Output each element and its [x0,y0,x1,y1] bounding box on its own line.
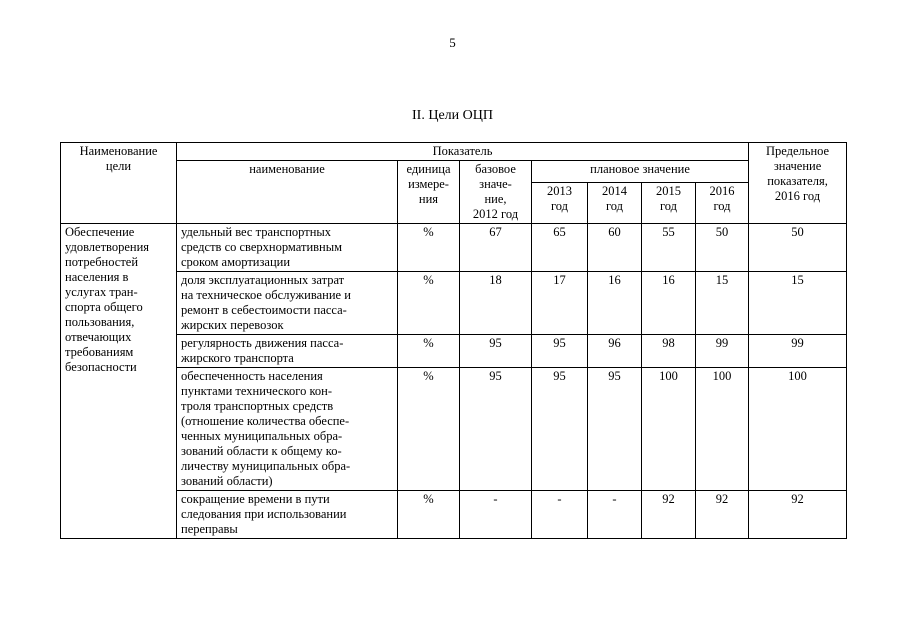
limit-cell: 92 [749,491,847,539]
header-year-2016: 2016 год [696,183,749,224]
value-2014: 60 [588,224,642,272]
header-name: наименование [177,161,398,224]
header-planned: плановое значение [532,161,749,183]
value-2016: 15 [696,272,749,335]
table-row [61,335,847,368]
unit-cell: % [398,224,460,272]
header-base: базовое значе- ние, 2012 год [460,161,532,224]
value-2015: 92 [642,491,696,539]
header-unit: единица измере- ния [398,161,460,224]
table-row [61,368,847,491]
value-2014: 16 [588,272,642,335]
goals-table [60,142,847,539]
table-row [61,224,847,272]
value-2015: 98 [642,335,696,368]
header-year-2013: 2013 год [532,183,588,224]
base-cell: 18 [460,272,532,335]
value-2016: 92 [696,491,749,539]
limit-cell: 100 [749,368,847,491]
unit-cell: % [398,491,460,539]
value-2013: 17 [532,272,588,335]
limit-cell: 15 [749,272,847,335]
indicator-name: регулярность движения пасса- жирского транспорта [177,335,398,368]
value-2014: - [588,491,642,539]
header-year-2015: 2015 год [642,183,696,224]
table-row [61,491,847,539]
limit-cell: 50 [749,224,847,272]
value-2016: 100 [696,368,749,491]
value-2013: 95 [532,335,588,368]
value-2013: 95 [532,368,588,491]
value-2015: 100 [642,368,696,491]
indicator-name: обеспеченность населения пунктами технического кон- троля транспортных средств (отношение количества обеспе- ченных муниципальных обра- зований области к общему ко- личеству муниципальных обра- зований области) [177,368,398,491]
limit-cell: 99 [749,335,847,368]
base-cell: 95 [460,335,532,368]
page-number: 5 [449,35,456,50]
header-indicator: Показатель [177,143,749,161]
value-2016: 99 [696,335,749,368]
indicator-name: удельный вес транспортных средств со сверхнормативным сроком амортизации [177,224,398,272]
header-goal-name: Наименование цели [61,143,177,224]
unit-cell: % [398,335,460,368]
unit-cell: % [398,272,460,335]
section-title: II. Цели ОЦП [412,108,493,123]
value-2015: 16 [642,272,696,335]
value-2016: 50 [696,224,749,272]
indicator-name: сокращение времени в пути следования при использовании переправы [177,491,398,539]
base-cell: 95 [460,368,532,491]
header-year-2014: 2014 год [588,183,642,224]
indicator-name: доля эксплуатационных затрат на техническое обслуживание и ремонт в себестоимости пасса- жирских перевозок [177,272,398,335]
value-2013: - [532,491,588,539]
unit-cell: % [398,368,460,491]
table-row [61,272,847,335]
value-2013: 65 [532,224,588,272]
goal-cell: Обеспечение удовлетворения потребностей населения в услугах тран- спорта общего пользования, отвечающих требованиям безопасности [61,224,177,539]
value-2015: 55 [642,224,696,272]
header-limit: Предельное значение показателя, 2016 год [749,143,847,224]
value-2014: 95 [588,368,642,491]
value-2014: 96 [588,335,642,368]
base-cell: - [460,491,532,539]
base-cell: 67 [460,224,532,272]
